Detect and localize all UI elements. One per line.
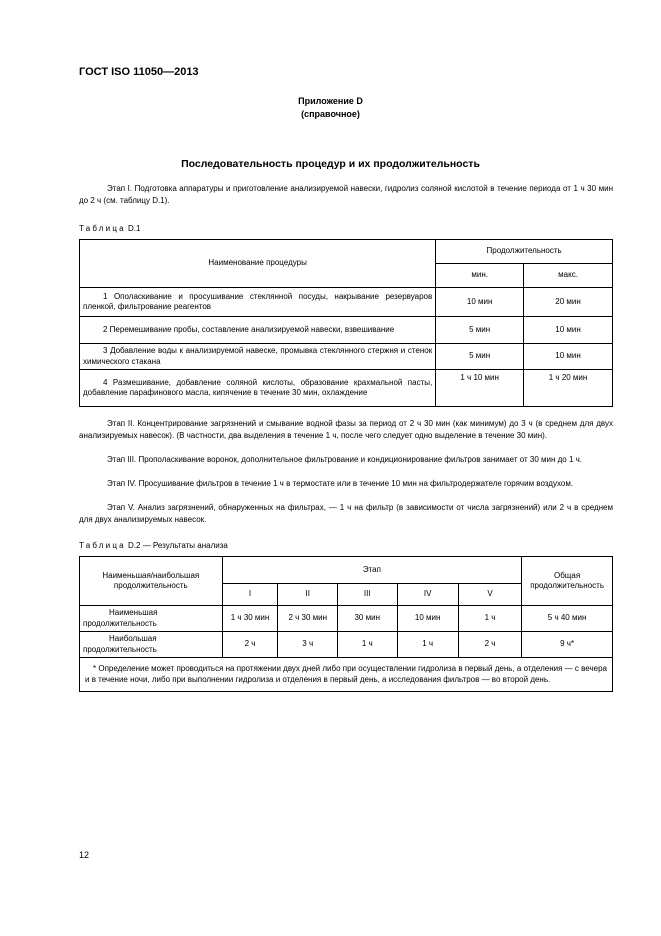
table-2-row-max-i: 2 ч bbox=[222, 632, 278, 658]
table-2-row-min-label: Наименьшая продолжительность bbox=[80, 606, 223, 632]
stage-2-text: Этап II. Концентрирование загрязнений и смывание водной фазы за период от 2 ч 30 мин (как минимум) до 3 ч (в среднем для двух анализируемых навесок). (В частности, два выделения в течение 1 ч, после чего следует одно выделение в течение 30 мин). bbox=[79, 419, 613, 440]
table-1-row-3-name: 3 Добавление воды к анализируемой навеске, промывка стеклянного стержня и стенок химического стакана bbox=[80, 344, 436, 370]
table-2-row-min-ii: 2 ч 30 мин bbox=[278, 606, 338, 632]
table-1-caption-word: Таблица bbox=[79, 224, 126, 233]
section-title: Последовательность процедур и их продолжительность bbox=[181, 158, 480, 170]
table-2-stage-v: V bbox=[458, 584, 521, 606]
stage-1-text: Подготовка аппаратуры и приготовление анализируемой навески, гидролиз соляной кислотой в течение периода от 1 ч 30 мин до 2 ч (см. таблицу D.1). bbox=[79, 184, 613, 205]
table-1-row-1-name: 1 Ополаскивание и просушивание стеклянной посуды, накрывание резервуаров пленкой, фильтрование реагентов bbox=[80, 288, 436, 317]
stage-3-text: Этап III. Прополаскивание воронок, дополнительное фильтрование и кондиционирование фильтров занимает от 30 мин до 1 ч. bbox=[107, 455, 583, 464]
stage-4-text: Этап IV. Просушивание фильтров в течение 1 ч в термостате или в течение 10 мин на фильтродержателе горячим воздухом. bbox=[107, 479, 574, 488]
table-2-stage-iii: III bbox=[337, 584, 397, 606]
table-1-row-4-min: 1 ч 10 мин bbox=[436, 370, 524, 407]
table-1-row-2-max: 10 мин bbox=[524, 317, 613, 344]
table-2-header-stage: Этап bbox=[222, 557, 522, 584]
table-1-row-1-max: 20 мин bbox=[524, 288, 613, 317]
stage-1-label: Этап I. bbox=[107, 184, 133, 193]
table-2-row-max-ii: 3 ч bbox=[278, 632, 338, 658]
table-2-caption-word: Таблица bbox=[79, 541, 126, 550]
table-2-caption-rest: D.2 — Результаты анализа bbox=[128, 541, 228, 550]
page-number: 12 bbox=[79, 850, 90, 860]
table-2 bbox=[79, 556, 613, 692]
table-2-row-max-label: Наибольшая продолжительность bbox=[80, 632, 223, 658]
table-1-row-2-name: 2 Перемешивание пробы, составление анализируемой навески, взвешивание bbox=[80, 317, 436, 344]
table-2-row-min-v: 1 ч bbox=[458, 606, 521, 632]
annex-type: (справочное) bbox=[301, 109, 360, 119]
table-2-row-max-iv: 1 ч bbox=[397, 632, 458, 658]
table-1 bbox=[79, 239, 613, 407]
table-2-row-max-iii: 1 ч bbox=[337, 632, 397, 658]
table-2-row-min-iii: 30 мин bbox=[337, 606, 397, 632]
table-2-stage-i: I bbox=[222, 584, 278, 606]
table-1-header-duration: Продолжительность bbox=[436, 240, 613, 264]
table-1-caption-id: D.1 bbox=[128, 224, 141, 233]
table-1-row-3-min: 5 мин bbox=[436, 344, 524, 370]
table-1-row-2-min: 5 мин bbox=[436, 317, 524, 344]
table-2-stage-iv: IV bbox=[397, 584, 458, 606]
stage-3-paragraph bbox=[79, 454, 613, 466]
table-2-footnote: * Определение может проводиться на протяжении двух дней либо при осуществлении гидролиза в первый день, а отделения — с вечера и в течение ночи, либо при выполнении гидролиза и отделения в первый день, а исследования фильтров — во второй день. bbox=[80, 658, 613, 692]
table-2-header-rowhead: Наименьшая/наибольшая продолжительность bbox=[80, 557, 223, 606]
table-1-row-4-max: 1 ч 20 мин bbox=[524, 370, 613, 407]
stage-5-paragraph bbox=[79, 502, 613, 526]
table-2-row-max-total: 9 ч* bbox=[522, 632, 613, 658]
table-2-row-min-total: 5 ч 40 мин bbox=[522, 606, 613, 632]
table-1-header-max: макс. bbox=[524, 264, 613, 288]
table-2-caption bbox=[79, 541, 228, 550]
table-2-row-min-iv: 10 мин bbox=[397, 606, 458, 632]
table-2-header-total: Общая продолжительность bbox=[522, 557, 613, 606]
table-1-header-min: мин. bbox=[436, 264, 524, 288]
table-1-row-1-min: 10 мин bbox=[436, 288, 524, 317]
document-header: ГОСТ ISO 11050—2013 bbox=[79, 66, 199, 78]
table-1-header-procedure: Наименование процедуры bbox=[80, 240, 436, 288]
annex-title: Приложение D bbox=[298, 96, 363, 106]
stage-4-paragraph bbox=[79, 478, 613, 490]
stage-5-text: Этап V. Анализ загрязнений, обнаруженных на фильтрах, — 1 ч на фильтр (в зависимости от числа загрязнений) или 2 ч в среднем для двух анализируемых навесок. bbox=[79, 503, 613, 524]
table-2-row-min-i: 1 ч 30 мин bbox=[222, 606, 278, 632]
table-1-row-3-max: 10 мин bbox=[524, 344, 613, 370]
table-1-caption bbox=[79, 224, 140, 233]
table-2-stage-ii: II bbox=[278, 584, 338, 606]
table-2-row-max-v: 2 ч bbox=[458, 632, 521, 658]
stage-2-paragraph bbox=[79, 418, 613, 442]
table-1-row-4-name: 4 Размешивание, добавление соляной кислоты, образование крахмальной пасты, добавление парафинового масла, кипячение в течение 30 мин, охлаждение bbox=[80, 370, 436, 407]
stage-1-paragraph bbox=[79, 183, 613, 207]
